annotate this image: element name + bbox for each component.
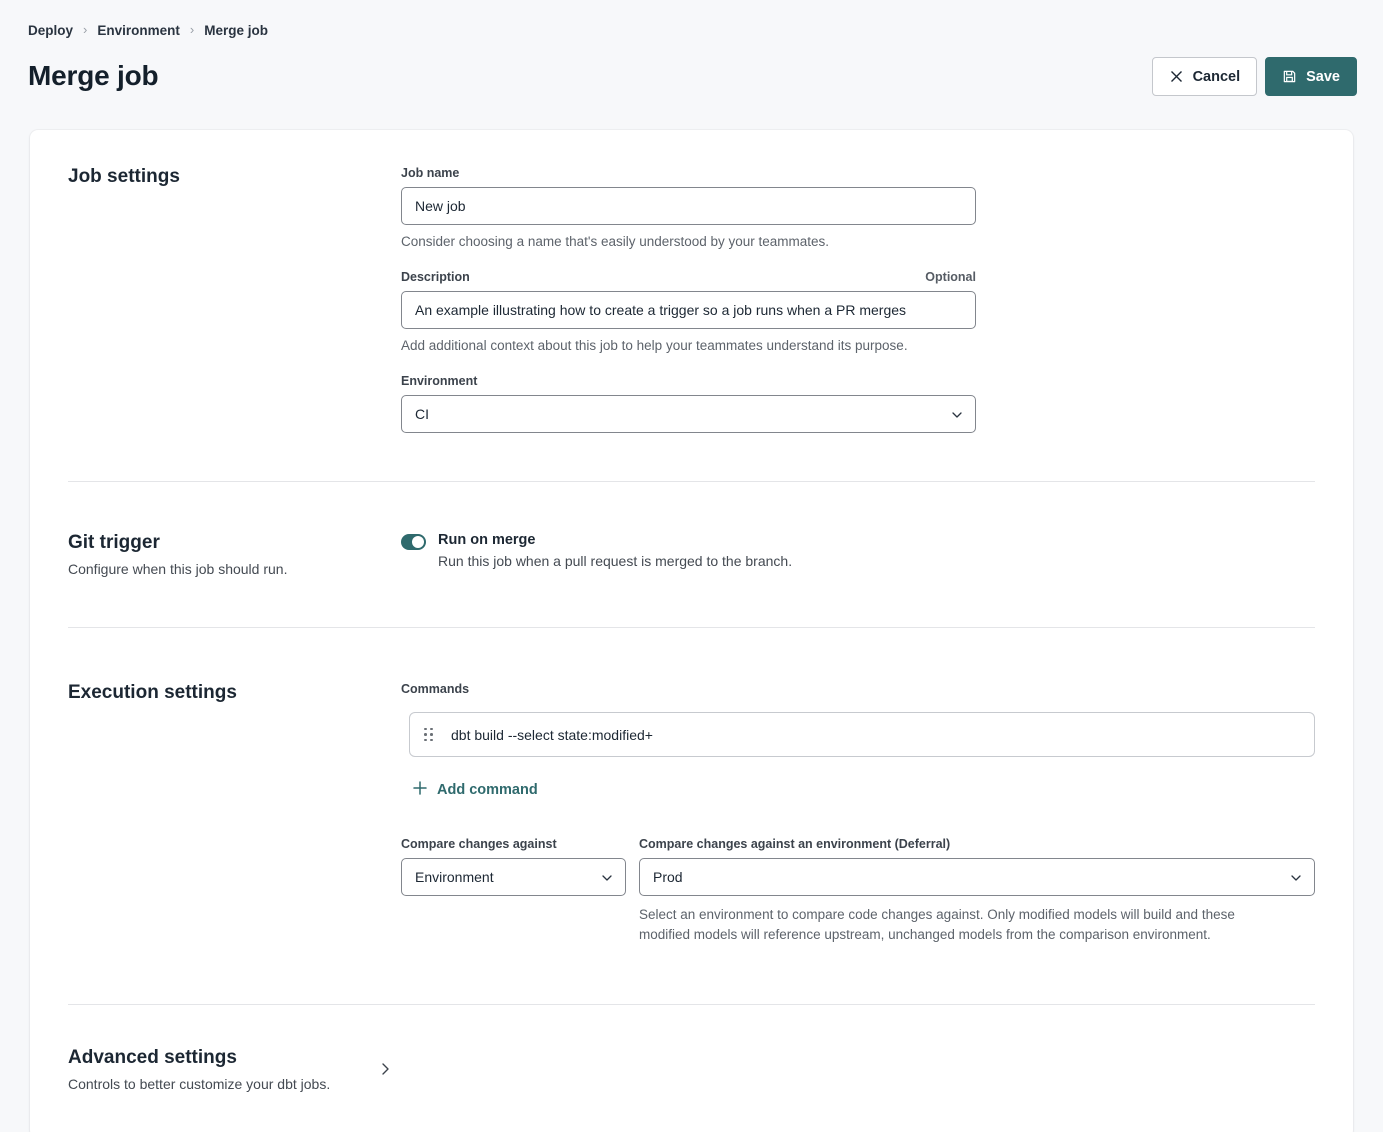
compare-against-label: Compare changes against: [401, 837, 557, 851]
header-actions: [1152, 57, 1357, 96]
job-settings-heading: Job settings: [68, 166, 180, 187]
compare-against-value: Environment: [415, 869, 494, 885]
section-execution-settings: [68, 628, 1315, 1004]
compare-grid: [401, 837, 1315, 946]
environment-label: Environment: [401, 374, 478, 388]
section-git-trigger: [68, 482, 1315, 627]
run-on-merge-description: Run this job when a pull request is merged to the branch.: [438, 553, 793, 569]
chevron-down-icon: [601, 869, 613, 885]
close-icon: [1169, 69, 1184, 84]
job-name-helper: Consider choosing a name that's easily understood by your teammates.: [401, 234, 830, 249]
save-icon: [1282, 69, 1297, 84]
job-settings-card: [30, 130, 1353, 1132]
breadcrumb-separator-icon: ›: [189, 22, 195, 37]
run-on-merge-toggle[interactable]: [401, 534, 426, 550]
save-button-label: Save: [1306, 68, 1340, 85]
breadcrumb-separator-icon: ›: [83, 22, 88, 37]
environment-field: [401, 374, 1315, 433]
environment-select[interactable]: [401, 395, 976, 433]
deferral-select[interactable]: [639, 858, 1315, 896]
command-row: [409, 712, 1315, 757]
description-label: Description: [401, 270, 470, 284]
job-name-label: Job name: [401, 166, 460, 180]
git-trigger-subheading: Configure when this job should run.: [68, 561, 288, 577]
plus-icon: [413, 781, 427, 799]
description-field: [401, 270, 1315, 353]
run-on-merge-row: [401, 532, 1315, 569]
drag-handle-icon[interactable]: [424, 728, 433, 742]
deferral-helper: Select an environment to compare code changes against. Only modified models will build and these modified models will reference upstream, unchanged models from the comparison environment.: [639, 907, 1235, 943]
execution-settings-heading: Execution settings: [68, 682, 237, 703]
page-title: Merge job: [28, 60, 159, 91]
command-text[interactable]: dbt build --select state:modified+: [451, 726, 653, 743]
compare-against-select[interactable]: [401, 858, 626, 896]
cancel-button-label: Cancel: [1192, 68, 1241, 85]
advanced-settings-heading: Advanced settings: [68, 1046, 237, 1068]
job-name-input[interactable]: [401, 187, 976, 225]
cancel-button[interactable]: [1152, 57, 1258, 96]
deferral-value: Prod: [653, 869, 683, 885]
chevron-down-icon: [951, 406, 963, 422]
section-advanced-settings[interactable]: [68, 1005, 1315, 1132]
advanced-settings-subheading: Controls to better customize your dbt jobs.: [68, 1075, 331, 1092]
environment-select-value: CI: [415, 406, 429, 422]
toggle-knob: [412, 536, 424, 548]
add-command-label: Add command: [437, 782, 538, 798]
deferral-label: Compare changes against an environment (Deferral): [639, 837, 951, 851]
add-command-button[interactable]: [413, 781, 538, 799]
breadcrumb-merge-job: Merge job: [204, 23, 268, 38]
breadcrumb: [28, 23, 268, 38]
git-trigger-heading: Git trigger: [68, 532, 160, 553]
chevron-right-icon[interactable]: [381, 1062, 390, 1076]
commands-label: Commands: [401, 682, 470, 696]
breadcrumb-deploy[interactable]: Deploy: [28, 23, 74, 38]
description-optional-tag: Optional: [925, 270, 976, 284]
chevron-down-icon: [1290, 869, 1302, 885]
description-helper: Add additional context about this job to help your teammates understand its purpose.: [401, 338, 908, 353]
description-input[interactable]: [401, 291, 976, 329]
breadcrumb-environment[interactable]: Environment: [97, 23, 180, 38]
run-on-merge-label: Run on merge: [438, 532, 536, 548]
save-button[interactable]: [1265, 57, 1357, 96]
section-job-settings: [68, 166, 1315, 433]
job-name-field: [401, 166, 1315, 249]
